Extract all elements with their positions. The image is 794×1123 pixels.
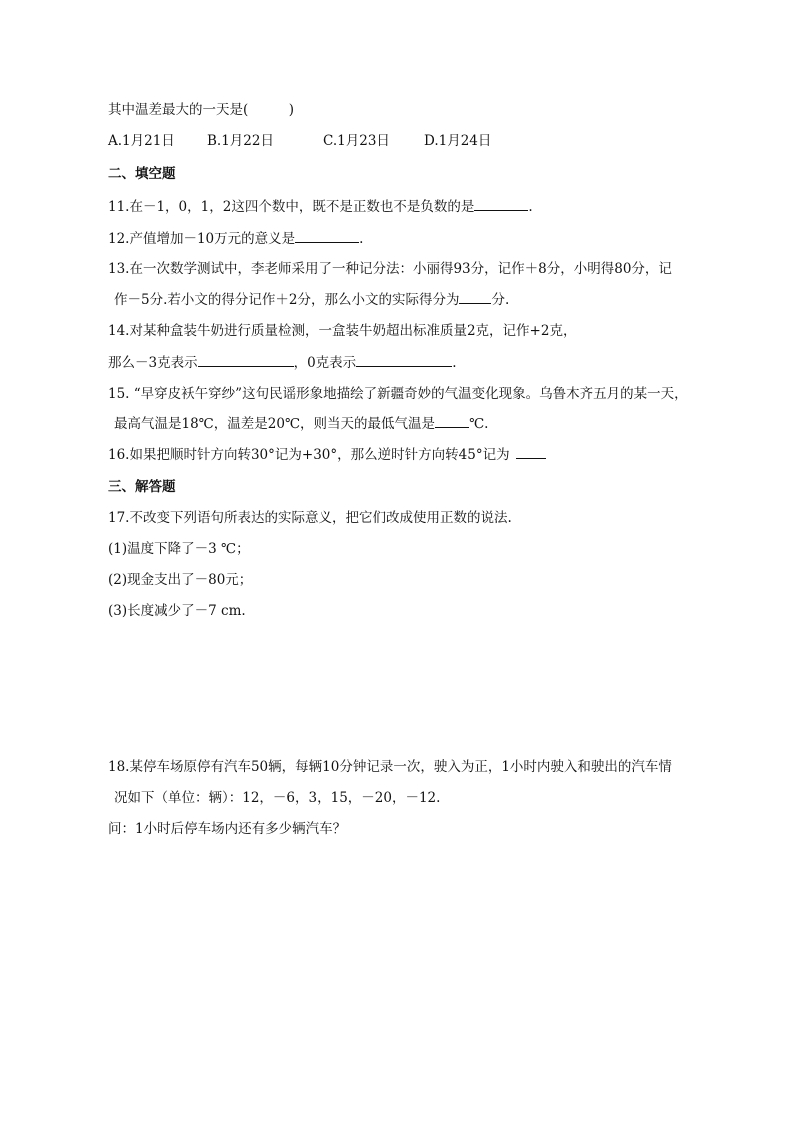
- q18-line-2: 况如下（单位：辆）：12，－6，3，15，－20，－12.: [114, 790, 441, 806]
- q14-text-a: 那么－3克表示: [108, 355, 198, 371]
- q16-text: 16.如果把顺时针方向转30°记为+30°，那么逆时针方向转45°记为: [108, 447, 510, 463]
- q15-line-2: [114, 414, 488, 433]
- answer-blank: [459, 290, 491, 304]
- answer-blank: [295, 229, 359, 243]
- q17-item-1: (1)温度下降了－3 ℃；: [108, 541, 250, 557]
- q13-line-1: 13.在一次数学测试中，李老师采用了一种记分法：小丽得93分，记作＋8分，小明得80分，记: [108, 261, 672, 277]
- q15-line-1: 15. “早穿皮袄午穿纱”这句民谣形象地描绘了新疆奇妙的气温变化现象。乌鲁木齐五月的某一天，: [108, 386, 688, 402]
- q12-text: 12.产值增加－10万元的意义是: [108, 231, 296, 247]
- q10-stem: 其中温差最大的一天是( ): [108, 102, 295, 118]
- q14-end: .: [452, 355, 457, 371]
- q14-line-1: 14.对某种盒装牛奶进行质量检测，一盒装牛奶超出标准质量2克，记作+2克，: [108, 323, 577, 339]
- question-12: [108, 229, 363, 248]
- q10-option-c: C.1月23日: [323, 133, 390, 149]
- q15-text: 最高气温是18℃，温差是20℃，则当天的最低气温是: [114, 416, 436, 432]
- q10-option-d: D.1月24日: [424, 133, 492, 149]
- answer-blank: [435, 414, 469, 428]
- q15-end: ℃.: [469, 416, 489, 432]
- q12-end: .: [359, 231, 364, 247]
- q13-line-2: [114, 290, 509, 309]
- q11-end: .: [528, 199, 533, 215]
- section-title-fill-in: 二、填空题: [108, 166, 176, 182]
- q14-line-2: [108, 353, 456, 372]
- q10-option-a: A.1月21日: [108, 133, 175, 149]
- answer-blank: [198, 353, 294, 367]
- answer-blank: [516, 445, 546, 459]
- q18-line-1: 18.某停车场原停有汽车50辆，每辆10分钟记录一次，驶入为正，1小时内驶入和驶出的汽车情: [108, 759, 672, 775]
- answer-blank: [356, 353, 452, 367]
- q13-end: 分.: [491, 292, 510, 308]
- section-title-answer: 三、解答题: [108, 479, 176, 495]
- q11-text: 11.在－1，0，1，2这四个数中，既不是正数也不是负数的是: [108, 199, 475, 215]
- q17-item-3: (3)长度减少了－7 cm.: [108, 603, 246, 619]
- question-16: [108, 445, 546, 464]
- q10-option-b: B.1月22日: [207, 133, 274, 149]
- q18-line-3: 问：1小时后停车场内还有多少辆汽车？: [108, 821, 347, 837]
- q17-stem: 17.不改变下列语句所表达的实际意义，把它们改成使用正数的说法.: [108, 510, 512, 526]
- q13-text: 作－5分.若小文的得分记作＋2分，那么小文的实际得分为: [114, 292, 460, 308]
- q17-item-2: (2)现金支出了－80元；: [108, 572, 253, 588]
- q14-text-b: ，0克表示: [293, 355, 357, 371]
- question-11: [108, 197, 533, 216]
- answer-blank: [474, 197, 528, 211]
